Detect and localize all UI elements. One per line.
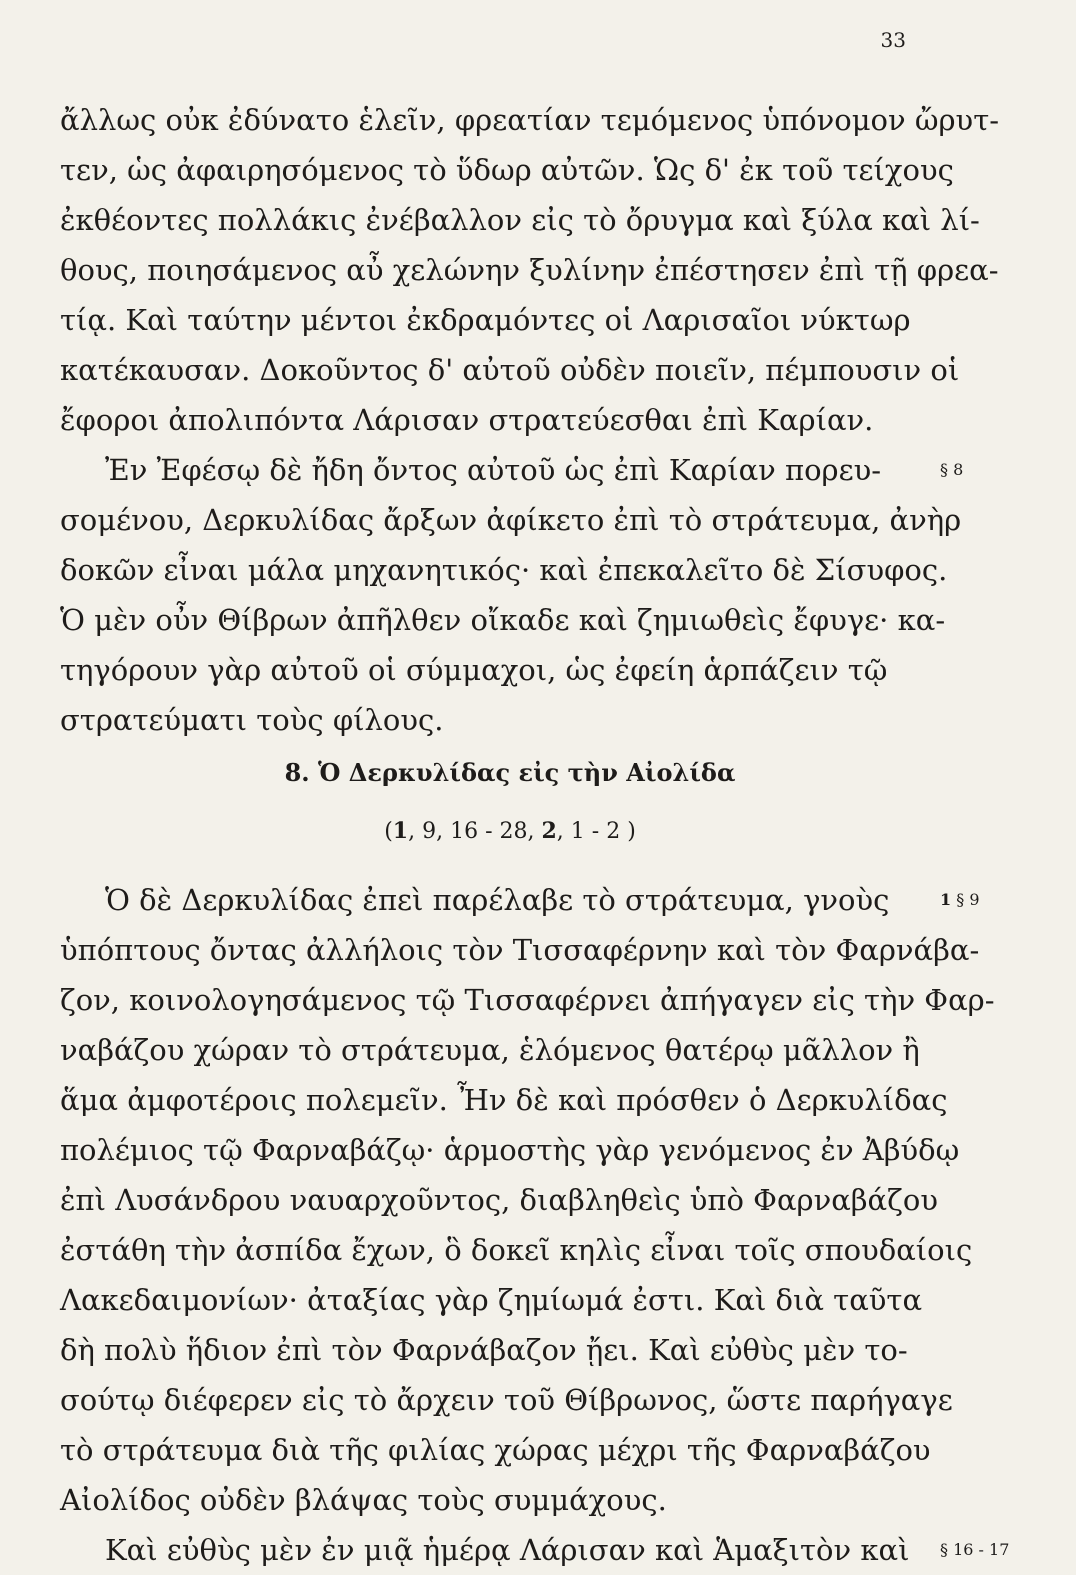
text-line: θους, ποιησάμενος αὖ χελώνην ξυλίνην ἐπέστησεν ἐπὶ τῇ φρεα- [60, 253, 999, 287]
text-line: δὴ πολὺ ἥδιον ἐπὶ τὸν Φαρνάβαζον ᾔει. Καὶ εὐθὺς μὲν το- [60, 1333, 908, 1367]
text-line: ζον, κοινολογησάμενος τῷ Τισσαφέρνει ἀπήγαγεν εἰς τὴν Φαρ- [60, 983, 995, 1017]
reference-open: ( [384, 819, 393, 844]
section-marker-9 [940, 875, 980, 925]
text-line: στρατεύματι τοὺς φίλους. [60, 703, 444, 737]
text-line: ἐκθέοντες πολλάκις ἐνέβαλλον εἰς τὸ ὄρυγμα καὶ ξύλα καὶ λί- [60, 203, 980, 237]
text-line: σομένου, Δερκυλίδας ἄρξων ἀφίκετο ἐπὶ τὸ στράτευμα, ἀνὴρ [60, 503, 962, 537]
text-line: δοκῶν εἶναι μάλα μηχανητικός· καὶ ἐπεκαλεῖτο δὲ Σίσυφος. [60, 553, 948, 587]
reference-close: , 1 - 2 ) [556, 819, 636, 844]
section-heading: 8. Ὁ Δερκυλίδας εἰς τὴν Αἰολίδα [284, 758, 736, 787]
main-text [60, 95, 1010, 1575]
text-line: τεν, ὡς ἀφαιρησόμενος τὸ ὕδωρ αὐτῶν. Ὡς δ' ἐκ τοῦ τείχους [60, 153, 954, 187]
chapter-number: 1 [940, 890, 952, 909]
text-line: Αἰολίδος οὐδὲν βλάψας τοὺς συμμάχους. [60, 1483, 667, 1517]
source-reference [60, 801, 960, 861]
text-line: κατέκαυσαν. Δοκοῦντος δ' αὐτοῦ οὐδὲν ποιεῖν, πέμπουσιν οἱ [60, 353, 960, 387]
text-line: ἄλλως οὐκ ἐδύνατο ἑλεῖν, φρεατίαν τεμόμενος ὑπόνομον ὤρυτ- [60, 103, 1000, 137]
text-line: τηγόρουν γὰρ αὐτοῦ οἱ σύμμαχοι, ὡς ἐφείη ἁρπάζειν τῷ [60, 653, 888, 687]
text-line: ἐστάθη τὴν ἀσπίδα ἔχων, ὃ δοκεῖ κηλὶς εἶναι τοῖς σπουδαίοις [60, 1233, 973, 1267]
paragraph-start-line [60, 875, 980, 925]
text-line: τὸ στράτευμα διὰ τῆς φιλίας χώρας μέχρι τῆς Φαρναβάζου [60, 1433, 931, 1467]
text-line: σούτῳ διέφερεν εἰς τὸ ἄρχειν τοῦ Θίβρωνος, ὥστε παρήγαγε [60, 1383, 953, 1417]
paragraph-start-line [60, 445, 964, 495]
section-number: § 9 [956, 890, 980, 909]
text-line: ναβάζου χώραν τὸ στράτευμα, ἑλόμενος θατέρῳ μᾶλλον ἢ [60, 1033, 920, 1067]
text-line: τίᾳ. Καὶ ταύτην μέντοι ἐκδραμόντες οἱ Λαρισαῖοι νύκτωρ [60, 303, 911, 337]
text-line: Ἐν Ἐφέσῳ δὲ ἤδη ὄντος αὐτοῦ ὡς ἐπὶ Καρίαν πορευ- [105, 453, 882, 487]
text-line: Καὶ εὐθὺς μὲν ἐν μιᾷ ἡμέρᾳ Λάρισαν καὶ Ἁμαξιτὸν καὶ [105, 1533, 910, 1567]
paragraph-start-line [60, 1525, 1010, 1575]
text-line: ἐπὶ Λυσάνδρου ναυαρχοῦντος, διαβληθεὶς ὑπὸ Φαρναβάζου [60, 1183, 938, 1217]
text-line: Ὁ μὲν οὖν Θίβρων ἀπῆλθεν οἴκαδε καὶ ζημιωθεὶς ἔφυγε· κα- [60, 603, 946, 637]
text-line: Λακεδαιμονίων· ἀταξίας γὰρ ζημίωμά ἐστι. Καὶ διὰ ταῦτα [60, 1283, 923, 1317]
reference-book-2: 2 [541, 818, 557, 844]
page-number: 33 [880, 28, 906, 52]
text-line: Ὁ δὲ Δερκυλίδας ἐπεὶ παρέλαβε τὸ στράτευμα, γνοὺς [105, 883, 890, 917]
reference-book-1: 1 [392, 818, 409, 844]
section-marker-16-17: § 16 - 17 [940, 1540, 1010, 1559]
text-line: πολέμιος τῷ Φαρναβάζῳ· ἁρμοστὴς γὰρ γενόμενος ἐν Ἀβύδῳ [60, 1133, 960, 1167]
section-marker-8: § 8 [940, 460, 964, 479]
reference-middle: , 9, 16 - 28, [408, 819, 542, 844]
spacer [60, 861, 960, 875]
text-line: ὑπόπτους ὄντας ἀλλήλοις τὸν Τισσαφέρνην καὶ τὸν Φαρνάβα- [60, 933, 980, 967]
text-line: ἅμα ἀμφοτέροις πολεμεῖν. Ἦν δὲ καὶ πρόσθεν ὁ Δερκυλίδας [60, 1083, 948, 1117]
text-line: ἔφοροι ἀπολιπόντα Λάρισαν στρατεύεσθαι ἐπὶ Καρίαν. [60, 403, 874, 437]
